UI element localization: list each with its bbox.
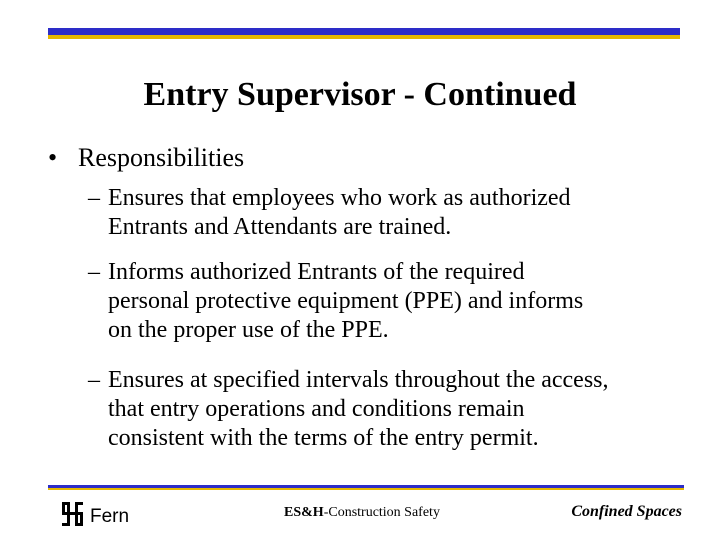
subitem-line: Entrants and Attendants are trained. [108, 214, 452, 240]
footer-bar-gold-stripe [48, 488, 684, 490]
subitem-intervals [88, 366, 708, 453]
bullet-responsibilities [48, 141, 244, 175]
subitem-line: Informs authorized Entrants of the required [108, 259, 525, 285]
subitem-ppe [88, 258, 708, 345]
bullet-dot: • [48, 143, 58, 172]
footer-course-name [284, 504, 440, 522]
subitem-line: on the proper use of the PPE. [108, 317, 389, 343]
slide-title: Entry Supervisor - Continued [143, 76, 577, 113]
subitem-dash: – [88, 185, 100, 211]
subitem-line: Ensures at specified intervals throughout the access, [108, 367, 609, 393]
footer-decorative-bar [48, 485, 684, 490]
logo-wordmark: Fern [90, 506, 130, 527]
subitem-dash: – [88, 259, 100, 285]
subitem-line: personal protective equipment (PPE) and informs [108, 288, 584, 314]
subitem-dash: – [88, 367, 100, 393]
top-decorative-bar [48, 28, 680, 39]
footer-course-suffix: -Construction Safety [323, 505, 440, 520]
subitem-trained [88, 184, 708, 242]
subitem-line: that entry operations and conditions remain [108, 396, 525, 422]
bullet-label: Responsibilities [78, 143, 245, 172]
top-bar-gold-stripe [48, 35, 680, 39]
subitem-line: consistent with the terms of the entry permit. [108, 425, 539, 451]
subitem-line: Ensures that employees who work as authorized [108, 185, 571, 211]
footer-course-prefix: ES&H [284, 505, 324, 520]
footer-topic: Confined Spaces [571, 503, 682, 520]
fermilab-logo-icon [62, 500, 162, 528]
top-bar-blue-stripe [48, 28, 680, 35]
